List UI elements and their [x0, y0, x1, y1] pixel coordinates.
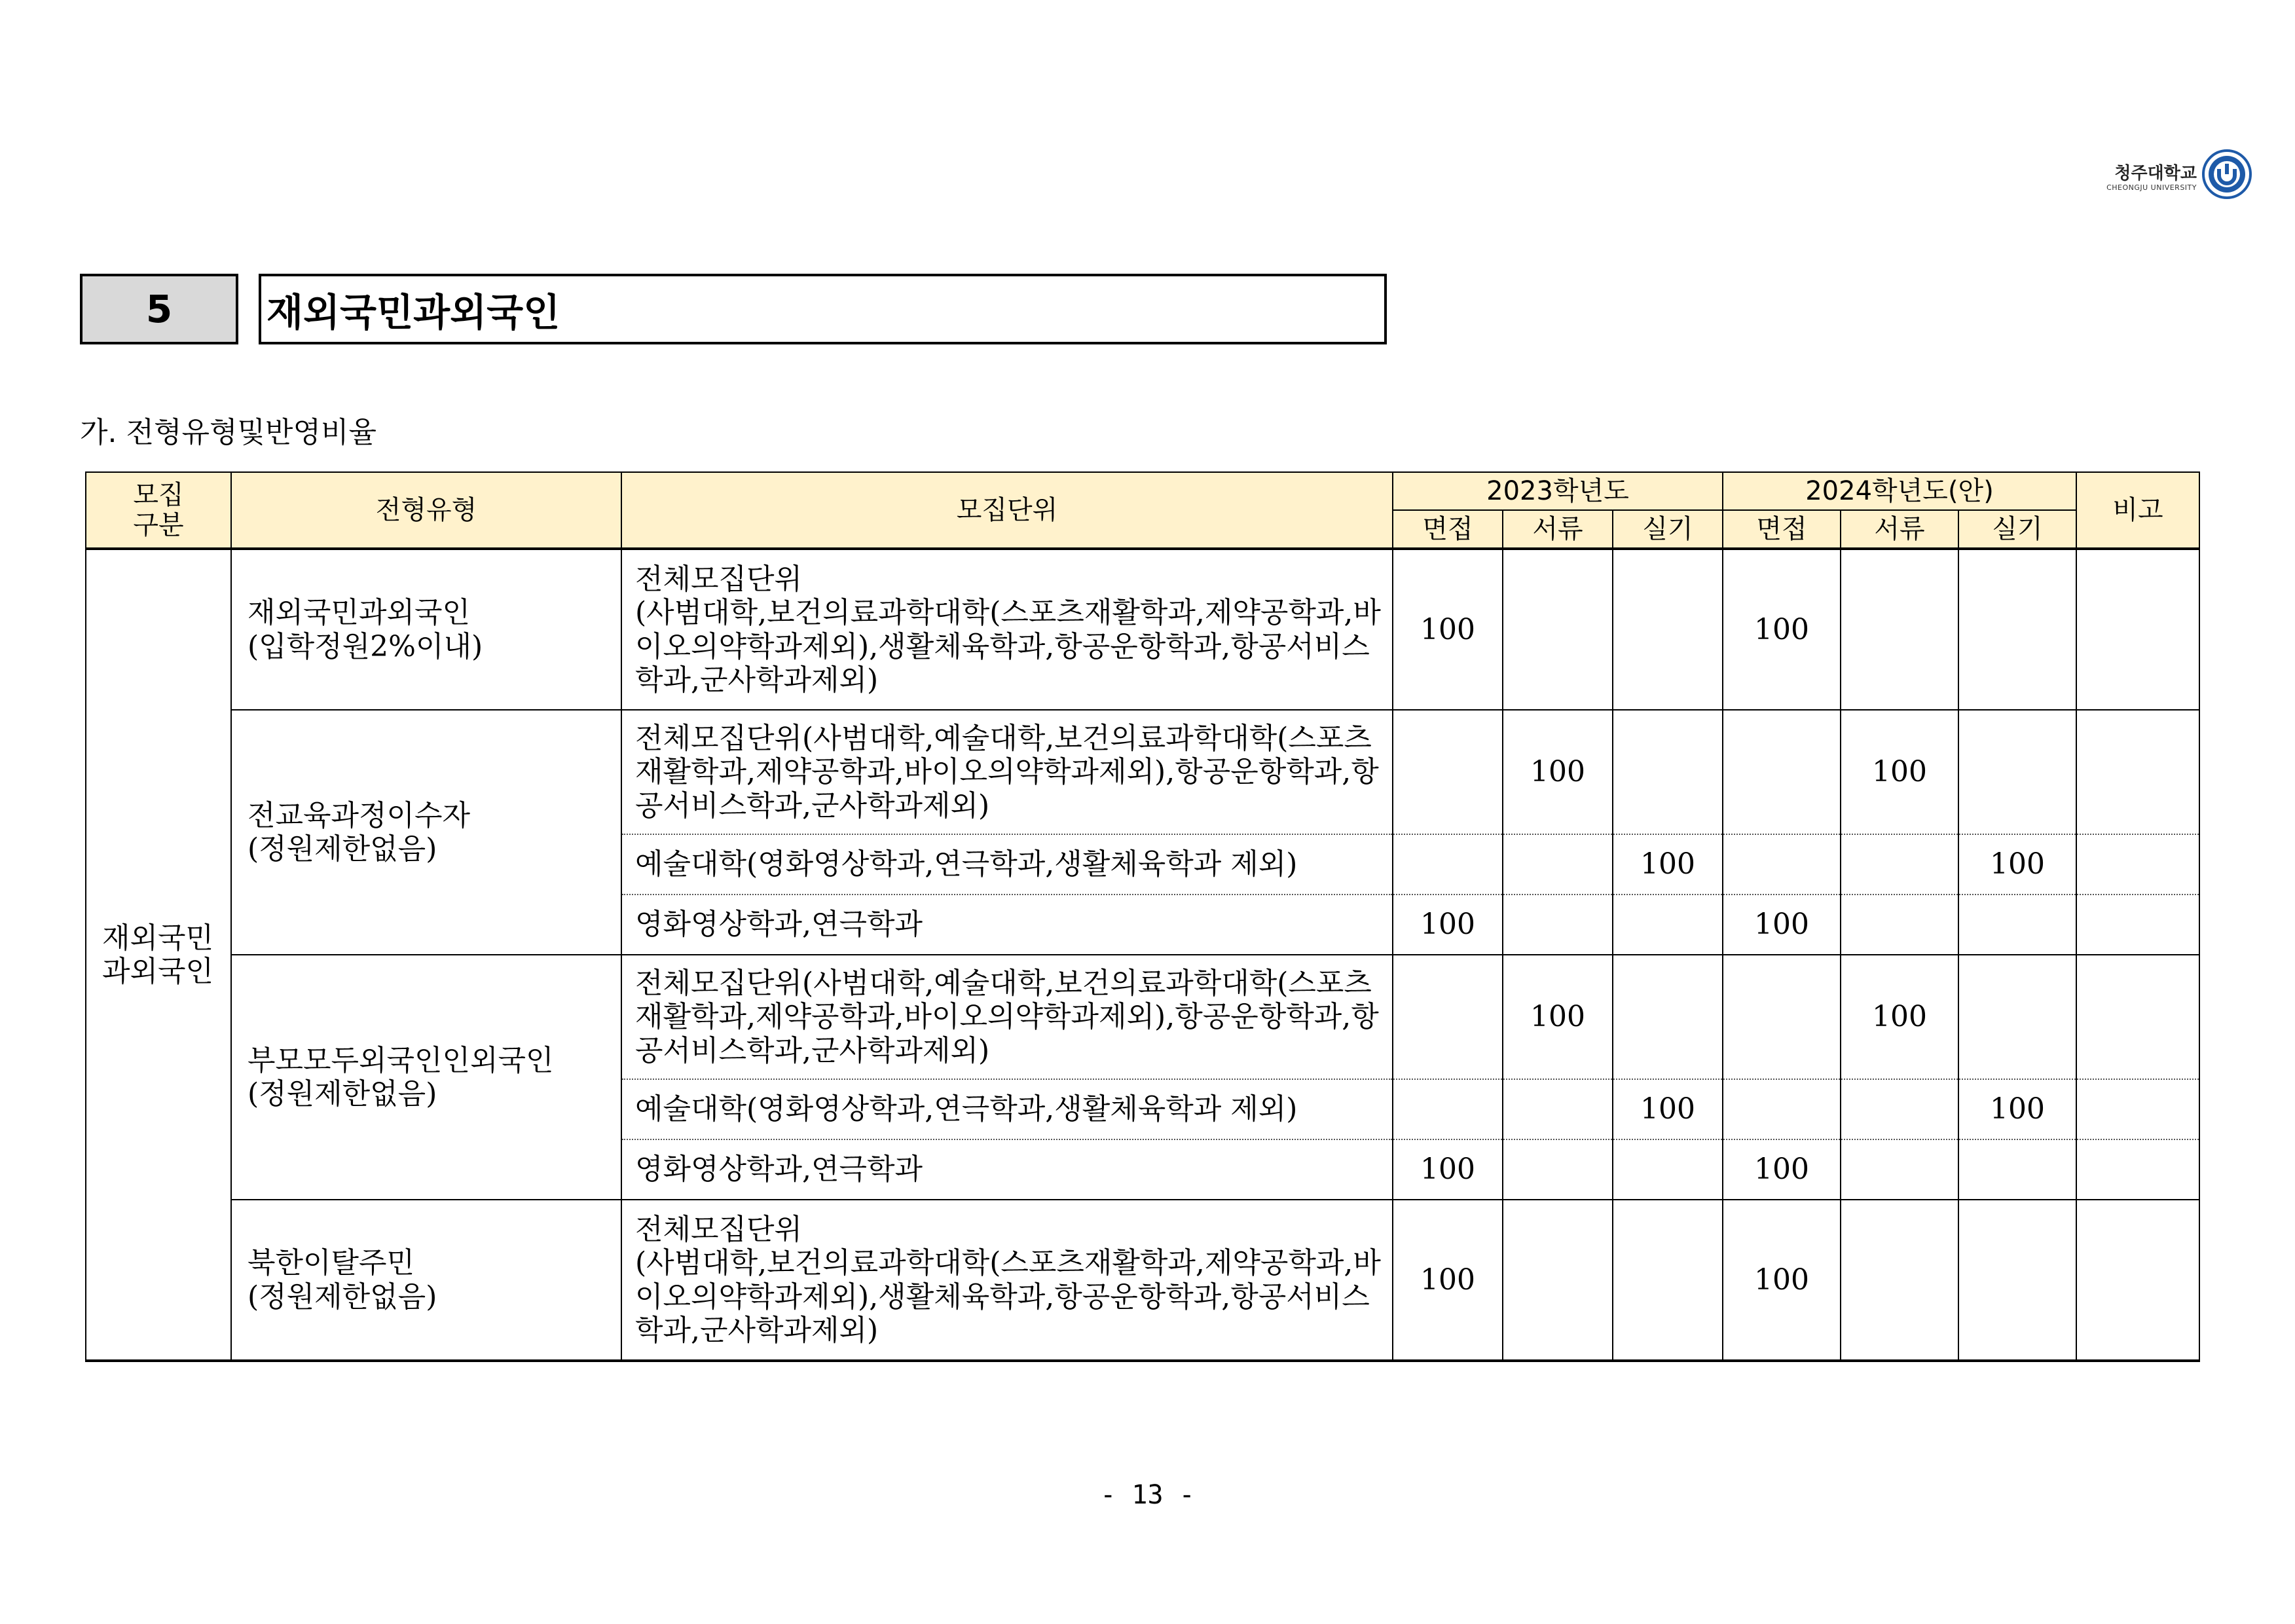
value-2024-documents	[1841, 1139, 1958, 1200]
value-2023-documents	[1503, 834, 1613, 895]
value-note	[2076, 1200, 2199, 1361]
value-2024-interview	[1723, 834, 1841, 895]
value-2023-documents	[1503, 1079, 1613, 1139]
value-note	[2076, 1079, 2199, 1139]
category-cell: 재외국민 과외국인	[86, 549, 231, 1361]
value-2023-interview: 100	[1393, 1200, 1503, 1361]
header-category: 모집 구분	[86, 472, 231, 549]
type-cell: 재외국민과외국인 (입학정원2%이내)	[231, 549, 621, 710]
unit-cell: 영화영상학과,연극학과	[621, 895, 1393, 955]
value-2023-documents	[1503, 1139, 1613, 1200]
value-2023-interview	[1393, 834, 1503, 895]
unit-cell: 예술대학(영화영상학과,연극학과,생활체육학과 제외)	[621, 1079, 1393, 1139]
unit-cell: 전체모집단위(사범대학,예술대학,보건의료과학대학(스포츠재활학과,제약공학과,바이오의약학과제외),항공운항학과,항공서비스학과,군사학과제외)	[621, 955, 1393, 1079]
value-2024-practical	[1958, 1200, 2076, 1361]
unit-cell: 전체모집단위(사범대학,예술대학,보건의료과학대학(스포츠재활학과,제약공학과,바이오의약학과제외),항공운항학과,항공서비스학과,군사학과제외)	[621, 710, 1393, 834]
value-2023-documents: 100	[1503, 710, 1613, 834]
university-emblem-icon	[2202, 149, 2252, 199]
value-2024-practical	[1958, 1139, 2076, 1200]
value-2024-documents: 100	[1841, 710, 1958, 834]
value-2023-documents	[1503, 549, 1613, 710]
value-2024-documents	[1841, 549, 1958, 710]
section-title: 재외국민과외국인	[259, 274, 1387, 344]
header-2024-practical: 실기	[1958, 510, 2076, 549]
logo-subtitle: CHEONGJU UNIVERSITY	[2106, 183, 2197, 192]
type-cell: 부모모두외국인인외국인 (정원제한없음)	[231, 955, 621, 1200]
value-2023-interview: 100	[1393, 895, 1503, 955]
value-2023-interview: 100	[1393, 549, 1503, 710]
type-cell: 전교육과정이수자 (정원제한없음)	[231, 710, 621, 955]
university-logo	[2099, 149, 2249, 202]
header-2024-documents: 서류	[1841, 510, 1958, 549]
value-2024-interview: 100	[1723, 1139, 1841, 1200]
value-2023-interview	[1393, 710, 1503, 834]
header-unit: 모집단위	[621, 472, 1393, 549]
value-2023-practical	[1613, 955, 1723, 1079]
header-2023-practical: 실기	[1613, 510, 1723, 549]
unit-cell: 전체모집단위 (사범대학,보건의료과학대학(스포츠재활학과,제약공학과,바이오의약학과제외),생활체육학과,항공운항학과,항공서비스학과,군사학과제외)	[621, 1200, 1393, 1361]
value-2023-practical: 100	[1613, 834, 1723, 895]
value-note	[2076, 955, 2199, 1079]
admission-ratio-table	[85, 471, 2200, 1362]
section-number: 5	[80, 274, 238, 344]
unit-cell: 전체모집단위 (사범대학,보건의료과학대학(스포츠재활학과,제약공학과,바이오의약학과제외),생활체육학과,항공운항학과,항공서비스학과,군사학과제외)	[621, 549, 1393, 710]
value-2023-practical	[1613, 1200, 1723, 1361]
value-2024-practical: 100	[1958, 1079, 2076, 1139]
value-2024-documents	[1841, 1079, 1958, 1139]
value-note	[2076, 710, 2199, 834]
value-2023-documents: 100	[1503, 955, 1613, 1079]
value-2024-interview	[1723, 710, 1841, 834]
value-2023-interview	[1393, 1079, 1503, 1139]
value-2024-practical: 100	[1958, 834, 2076, 895]
value-2024-practical	[1958, 549, 2076, 710]
value-note	[2076, 549, 2199, 710]
value-2023-practical	[1613, 895, 1723, 955]
subheading: 가. 전형유형및반영비율	[80, 416, 377, 449]
value-2024-practical	[1958, 710, 2076, 834]
table-row	[86, 955, 2199, 1079]
logo-name: 청주대학교	[2114, 164, 2197, 183]
value-2023-documents	[1503, 895, 1613, 955]
value-2024-interview	[1723, 955, 1841, 1079]
value-2023-practical	[1613, 710, 1723, 834]
header-2023-interview: 면접	[1393, 510, 1503, 549]
unit-cell: 예술대학(영화영상학과,연극학과,생활체육학과 제외)	[621, 834, 1393, 895]
page-number: - 13 -	[1100, 1480, 1195, 1510]
value-note	[2076, 895, 2199, 955]
value-note	[2076, 1139, 2199, 1200]
value-2024-documents	[1841, 1200, 1958, 1361]
value-2024-interview	[1723, 1079, 1841, 1139]
header-2024-interview: 면접	[1723, 510, 1841, 549]
header-year-2024: 2024학년도(안)	[1723, 472, 2076, 510]
type-cell: 북한이탈주민 (정원제한없음)	[231, 1200, 621, 1361]
value-2024-documents	[1841, 895, 1958, 955]
header-note: 비고	[2076, 472, 2199, 549]
value-2024-documents	[1841, 834, 1958, 895]
value-2024-interview: 100	[1723, 895, 1841, 955]
value-2023-practical	[1613, 549, 1723, 710]
unit-cell: 영화영상학과,연극학과	[621, 1139, 1393, 1200]
value-2024-practical	[1958, 955, 2076, 1079]
header-type: 전형유형	[231, 472, 621, 549]
header-year-2023: 2023학년도	[1393, 472, 1723, 510]
value-note	[2076, 834, 2199, 895]
header-2023-documents: 서류	[1503, 510, 1613, 549]
value-2023-interview	[1393, 955, 1503, 1079]
table-row	[86, 1200, 2199, 1361]
value-2023-documents	[1503, 1200, 1613, 1361]
value-2023-practical: 100	[1613, 1079, 1723, 1139]
value-2024-practical	[1958, 895, 2076, 955]
value-2024-interview: 100	[1723, 549, 1841, 710]
table-row	[86, 549, 2199, 710]
value-2023-interview: 100	[1393, 1139, 1503, 1200]
value-2024-documents: 100	[1841, 955, 1958, 1079]
value-2024-interview: 100	[1723, 1200, 1841, 1361]
table-row	[86, 710, 2199, 834]
value-2023-practical	[1613, 1139, 1723, 1200]
